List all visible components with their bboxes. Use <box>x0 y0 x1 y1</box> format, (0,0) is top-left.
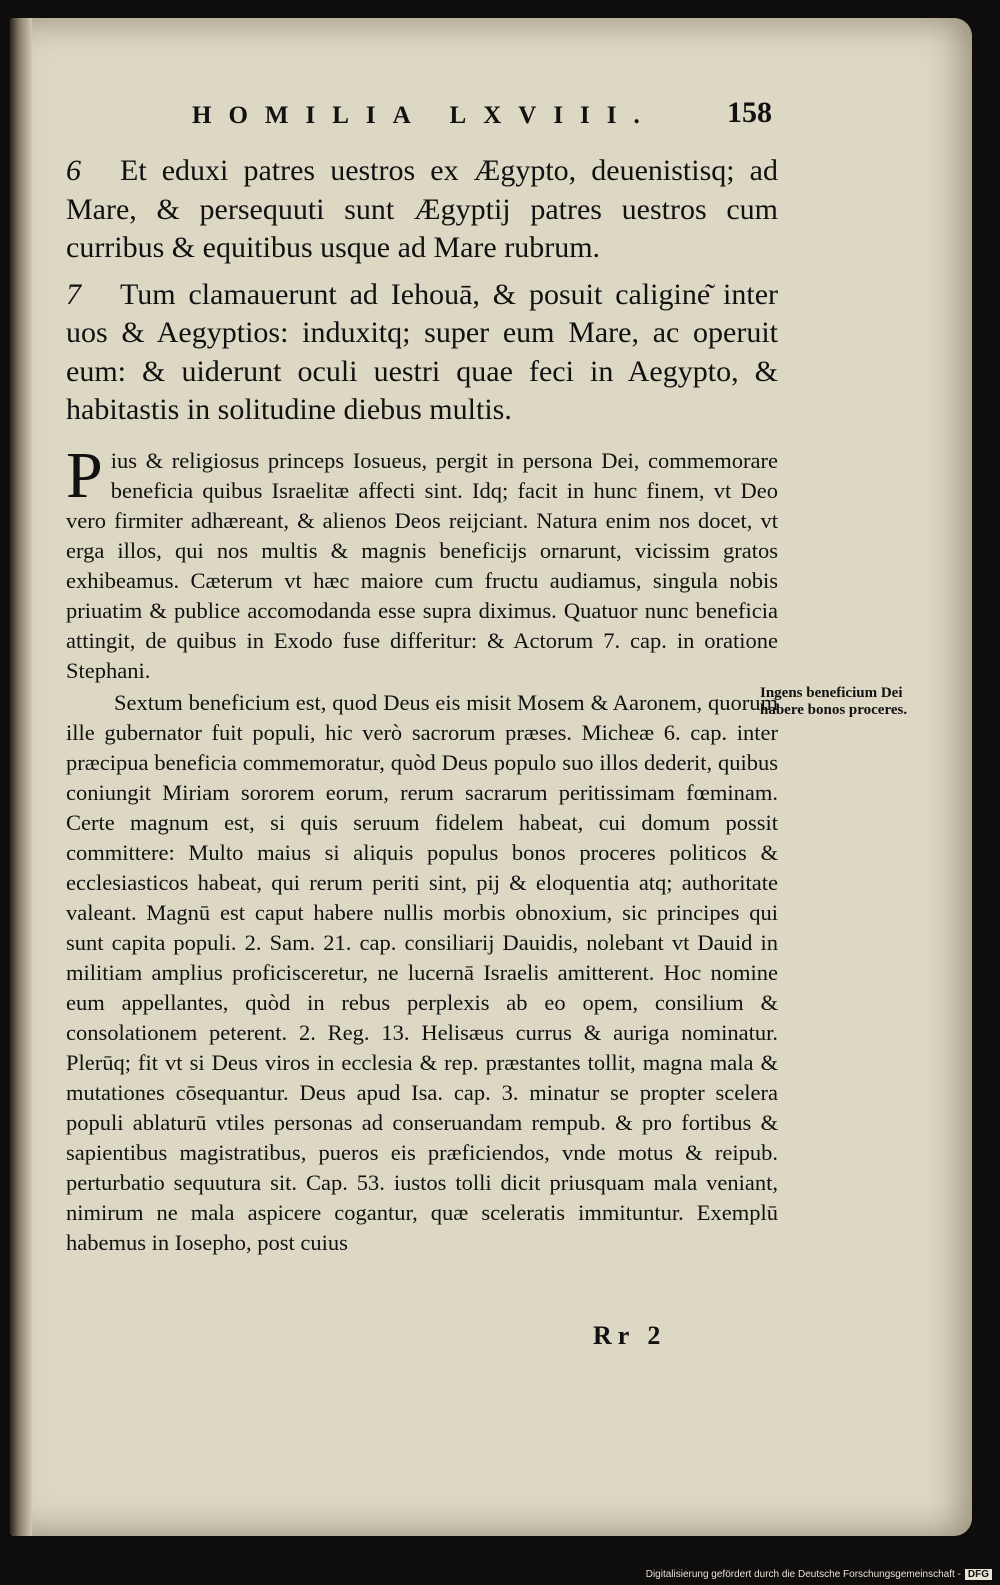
folio-number: 158 <box>727 96 772 129</box>
running-title: HOMILIA LXVIII. <box>192 102 657 129</box>
book-spine-shadow <box>10 18 32 1536</box>
dfg-logo: DFG <box>965 1569 992 1580</box>
verse-text: Tum clamauerunt ad Iehouā, & posuit caligine͂ inter uos & Aegyptios: induxitq; super eum Mare, ac operuit eum: & uiderunt oculi uestri quae feci in Aegypto, & habitastis in solitudine diebus multis. <box>66 277 778 426</box>
digitization-credit <box>646 1569 992 1580</box>
signature-mark: Rr 2 <box>593 1321 667 1350</box>
verse-number: 7 <box>66 277 81 311</box>
paragraph-text: ius & religiosus princeps Iosueus, pergit in persona Dei, commemorare beneficia quibus Israelitæ affecti sint. Idq; facit in hunc finem, vt Deo vero firmiter adhæreant, & alienos Deos reijciant. Natura enim nos docet, vt erga illos, qui nos multis & magnis beneficijs ornarunt, vicissim gratos exhibeamus. Cæterum vt hæc maiore cum fructu audiamus, singula nobis priuatim & publice accomodanda esse supra diximus. Quatuor nunc beneficia attingit, de quibus in Exodo fuse differitur: & Actorum 7. cap. in oratione Stephani. <box>66 448 778 683</box>
book-page <box>10 18 972 1536</box>
commentary <box>66 439 778 1258</box>
commentary-paragraph-1 <box>66 439 778 686</box>
verse-text: Et eduxi patres uestros ex Ægypto, deuenistisq; ad Mare, & persequuti sunt Ægyptij patres uestros cum curribus & equitibus usque ad Mare rubrum. <box>66 154 778 264</box>
verse-6 <box>66 152 778 268</box>
marginal-note: Ingens beneficium Dei habere bonos proceres. <box>760 685 908 718</box>
commentary-paragraph-2: Sextum beneficium est, quod Deus eis misit Mosem & Aaronem, quorum ille gubernator fuit populi, hic verò sacrorum præses. Micheæ 6. cap. inter præcipua beneficia commemoratur, quòd Deus populo suo illos dederit, quibus coniungit Miriam sororem eorum, rerum sacrarum peritissimam fœminam. Certe magnum est, si quis seruum fidelem habeat, cui domum possit committere: Multo maius si aliquis populus bonos proceres politicos & ecclesiasticos habeat, qui rerum periti sint, pij & eloquentia atq; authoritate valeant. Magnū est caput habere nullis morbis obnoxium, sic principes qui sunt capita populi. 2. Sam. 21. cap. consiliarij Dauidis, nolebant vt Dauid in militiam amplius proficisceretur, ne lucernā Israelis amitterent. Hoc nomine eum appellantes, quòd in rebus perplexis ab eo opem, consilium & consolationem peterent. 2. Reg. 13. Helisæus currus & auriga nominatur. Plerūq; fit vt si Deus viros in ecclesia & rep. præstantes tollit, magna mala & mutationes cōsequantur. Deus apud Isa. cap. 3. minatur se propter scelera populi ablaturū vtiles personas ad conseruandam rempub. & pro fortibus & sapientibus magistratibus, pueros eis præficiendos, vnde motus & reipub. perturbatio sequutura sit. Cap. 53. iustos tolli dicit priusquam mala veniant, nimirum ne mala aspicere cogantur, quæ sceleratis immituntur. Exemplū habemus in Iosepho, post cuius <box>66 690 778 1255</box>
credit-text: Digitalisierung gefördert durch die Deutsche Forschungsgemeinschaft - <box>645 1569 961 1580</box>
drop-cap: P <box>66 439 103 512</box>
scripture-verses <box>66 152 778 438</box>
running-head <box>192 96 772 136</box>
verse-7 <box>66 276 778 430</box>
verse-number: 6 <box>66 154 81 187</box>
